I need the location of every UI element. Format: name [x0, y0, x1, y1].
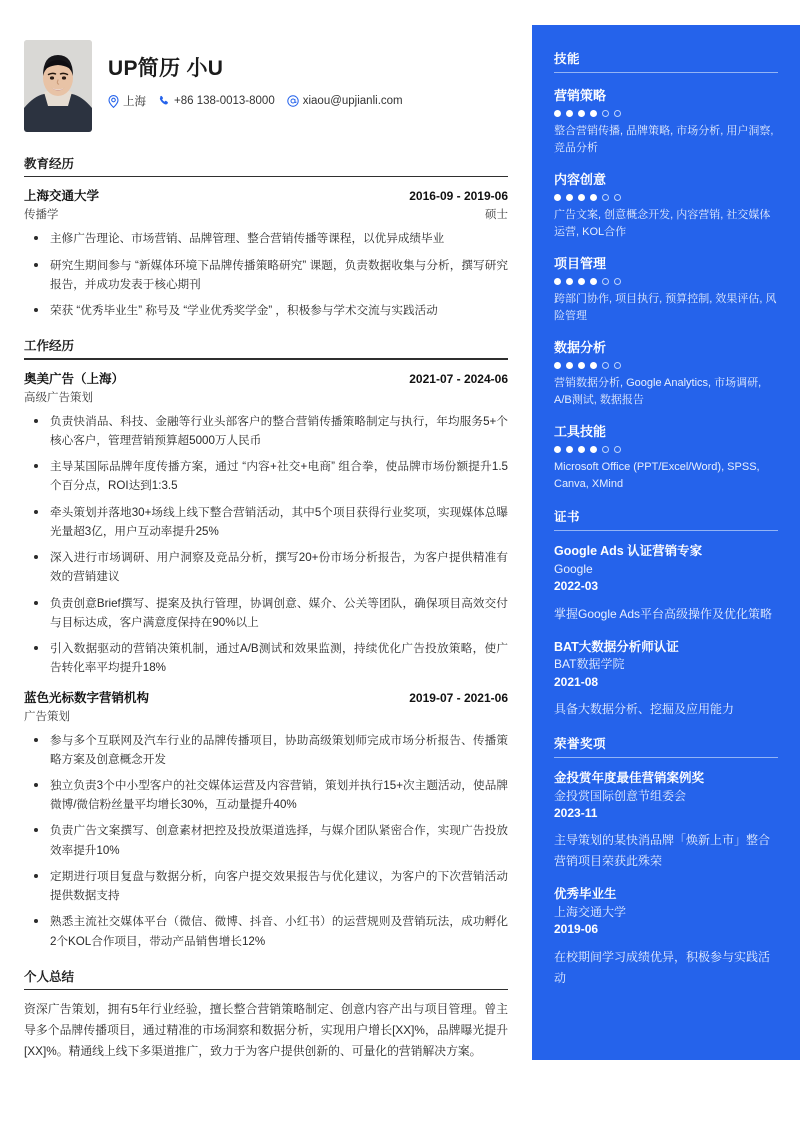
rating-dot-filled [578, 446, 585, 453]
page-title: UP简历 小U [108, 57, 224, 80]
skill-rating [554, 110, 778, 117]
list-item: 引入数据驱动的营销决策机制，通过A/B测试和效果监测，持续优化广告投放策略，使广告转化率平均提升18% [24, 639, 508, 677]
award-date: 2019-06 [554, 922, 599, 937]
certificate-name: BAT大数据分析师认证 [554, 639, 679, 654]
divider [24, 989, 508, 990]
skill-item [554, 85, 778, 157]
education-degree: 硕士 [485, 209, 508, 222]
skill-item [554, 421, 778, 493]
sidebar [532, 25, 800, 1060]
rating-dot-filled [554, 194, 561, 201]
contact-email-text: xiaou@upjianli.com [302, 95, 403, 107]
divider [554, 72, 778, 73]
skill-rating [554, 278, 778, 285]
skill-description: 整合营销传播, 品牌策略, 市场分析, 用户洞察, 竞品分析 [554, 125, 774, 155]
list-item: 主修广告理论、市场营销、品牌管理、整合营销传播等课程，以优异成绩毕业 [24, 229, 508, 248]
rating-dot-filled [566, 446, 573, 453]
section-title-summary: 个人总结 [24, 969, 75, 984]
award-name: 优秀毕业生 [554, 887, 617, 902]
award-item [554, 886, 778, 988]
skill-name: 工具技能 [554, 424, 607, 440]
contact-location [108, 93, 146, 109]
list-item: 负责快消品、科技、金融等行业头部客户的整合营销传播策略制定与执行，年均服务5+个核心客户，管理营销预算超5000万人民币 [24, 412, 508, 450]
divider [554, 757, 778, 758]
award-org: 金投赏国际创意节组委会 [554, 788, 687, 803]
certificate-description: 具备大数据分析、挖掘及应用能力 [554, 702, 735, 717]
rating-dot-empty [602, 110, 609, 117]
at-email-icon [287, 95, 299, 107]
skill-description: 广告文案, 创意概念开发, 内容营销, 社交媒体运营, KOL合作 [554, 209, 771, 239]
rating-dot-filled [566, 194, 573, 201]
rating-dot-filled [554, 110, 561, 117]
skill-rating [554, 446, 778, 453]
contact-phone-text: +86 138-0013-8000 [174, 95, 275, 107]
section-title-work: 工作经历 [24, 339, 75, 354]
certificate-org: Google [554, 561, 593, 576]
award-description: 在校期间学习成绩优异，积极参与实践活动 [554, 949, 771, 985]
location-pin-icon [108, 95, 119, 108]
rating-dot-empty [614, 194, 621, 201]
skill-item [554, 337, 778, 409]
certificate-org: BAT数据学院 [554, 657, 625, 672]
rating-dot-filled [578, 278, 585, 285]
rating-dot-empty [614, 362, 621, 369]
certificate-item [554, 639, 778, 720]
rating-dot-empty [602, 278, 609, 285]
contact-list [108, 93, 403, 109]
rating-dot-empty [614, 110, 621, 117]
list-item: 独立负责3个中小型客户的社交媒体运营及内容营销，策划并执行15+次主题活动，使品牌微博/微信粉丝量平均增长30%，互动量提升40% [24, 776, 508, 814]
header-text [108, 40, 403, 109]
rating-dot-filled [590, 278, 597, 285]
rating-dot-filled [590, 362, 597, 369]
certificate-description: 掌握Google Ads平台高级操作及优化策略 [554, 606, 773, 621]
award-name: 金投赏年度最佳营销案例奖 [554, 771, 705, 786]
contact-phone [158, 95, 275, 107]
job-title: 广告策划 [24, 710, 70, 723]
summary-text: 资深广告策划，拥有5年行业经验，擅长整合营销策略制定、创意内容产出与项目管理。曾主导多个品牌传播项目，通过精准的市场洞察和数据分析，实现用户增长[XX]%，品牌曝光提升[XX]%。精通线上线下多渠道推广，致力于为客户提供创新的、可量化的营销解决方案。 [24, 1002, 508, 1059]
skill-description: 跨部门协作, 项目执行, 预算控制, 效果评估, 风险管理 [554, 293, 777, 323]
award-org: 上海交通大学 [554, 904, 627, 919]
divider [24, 358, 508, 359]
rating-dot-filled [554, 278, 561, 285]
work-entry [24, 688, 508, 951]
job-title: 高级广告策划 [24, 391, 93, 404]
rating-dot-filled [566, 278, 573, 285]
rating-dot-filled [566, 110, 573, 117]
rating-dot-filled [578, 362, 585, 369]
skill-name: 数据分析 [554, 340, 607, 356]
list-item: 牵头策划并落地30+场线上线下整合营销活动，其中5个项目获得行业奖项，实现媒体总曝光量超3亿，用户互动率提升25% [24, 503, 508, 541]
sidebar-title-certificates: 证书 [554, 510, 581, 525]
rating-dot-filled [566, 362, 573, 369]
company-name: 奥美广告（上海） [24, 371, 125, 386]
skill-name: 营销策略 [554, 88, 607, 103]
education-date: 2016-09 - 2019-06 [409, 189, 508, 204]
list-item: 负责创意Brief撰写、提案及执行管理，协调创意、媒介、公关等团队，确保项目高效交付与目标达成，客户满意度保持在90%以上 [24, 594, 508, 632]
rating-dot-empty [614, 278, 621, 285]
rating-dot-empty [602, 362, 609, 369]
list-item: 参与多个互联网及汽车行业的品牌传播项目，协助高级策划师完成市场分析报告、传播策略方案及创意概念开发 [24, 731, 508, 769]
certificate-date: 2021-08 [554, 674, 599, 689]
award-date: 2023-11 [554, 805, 598, 820]
certificate-item [554, 543, 778, 624]
skill-description: 营销数据分析, Google Analytics, 市场调研, A/B测试, 数据报告 [554, 377, 762, 407]
skill-rating [554, 362, 778, 369]
section-summary [24, 967, 508, 1062]
avatar [24, 40, 92, 132]
certificate-date: 2022-03 [554, 579, 599, 594]
education-bullets [24, 229, 508, 320]
list-item: 主导某国际品牌年度传播方案，通过 “内容+社交+电商” 组合拳，使品牌市场份额提升1.5个百分点，ROI达到1:3.5 [24, 457, 508, 495]
work-date: 2019-07 - 2021-06 [409, 690, 508, 705]
rating-dot-empty [614, 446, 621, 453]
company-name: 蓝色光标数字营销机构 [24, 690, 150, 705]
education-major: 传播学 [24, 209, 59, 222]
rating-dot-filled [554, 446, 561, 453]
skill-item [554, 253, 778, 325]
divider [24, 176, 508, 177]
list-item: 研究生期间参与 “新媒体环境下品牌传播策略研究” 课题，负责数据收集与分析，撰写研究报告，并成功发表于核心期刊 [24, 256, 508, 294]
rating-dot-filled [554, 362, 561, 369]
sidebar-section-skills [554, 49, 778, 493]
contact-email [287, 95, 403, 107]
section-work [24, 336, 508, 951]
work-bullets [24, 731, 508, 951]
list-item: 荣获 “优秀毕业生” 称号及 “学业优秀奖学金” ，积极参与学术交流与实践活动 [24, 301, 508, 320]
list-item: 定期进行项目复盘与数据分析，向客户提交效果报告与优化建议，为客户的下次营销活动提供数据支持 [24, 867, 508, 905]
section-title-education: 教育经历 [24, 157, 75, 171]
sidebar-section-awards [554, 734, 778, 989]
work-bullets [24, 412, 508, 678]
resume-header [24, 40, 508, 132]
list-item: 熟悉主流社交媒体平台（微信、微博、抖音、小红书）的运营规则及营销玩法，成功孵化2个KOL合作项目，带动产品销售增长12% [24, 912, 508, 950]
school-name: 上海交通大学 [24, 189, 100, 204]
rating-dot-filled [590, 110, 597, 117]
contact-location-text: 上海 [123, 96, 146, 108]
work-entry [24, 369, 508, 678]
education-entry [24, 186, 508, 320]
skill-description: Microsoft Office (PPT/Excel/Word), SPSS, Canva, XMind [554, 461, 760, 491]
list-item: 深入进行市场调研、用户洞察及竞品分析，撰写20+份市场分析报告，为客户提供精准有效的营销建议 [24, 548, 508, 586]
rating-dot-empty [602, 446, 609, 453]
sidebar-title-skills: 技能 [554, 52, 581, 66]
rating-dot-empty [602, 194, 609, 201]
award-description: 主导策划的某快消品牌「焕新上市」整合营销项目荣获此殊荣 [554, 833, 771, 869]
certificate-name: Google Ads 认证营销专家 [554, 544, 703, 559]
rating-dot-filled [578, 194, 585, 201]
award-item [554, 770, 778, 872]
work-date: 2021-07 - 2024-06 [409, 371, 508, 386]
phone-icon [158, 95, 170, 107]
rating-dot-filled [590, 194, 597, 201]
skill-name: 项目管理 [554, 256, 607, 272]
rating-dot-filled [590, 446, 597, 453]
skill-item [554, 169, 778, 241]
skill-rating [554, 194, 778, 201]
sidebar-section-certificates [554, 507, 778, 720]
divider [554, 530, 778, 531]
section-education [24, 154, 508, 320]
skill-name: 内容创意 [554, 172, 607, 188]
rating-dot-filled [578, 110, 585, 117]
list-item: 负责广告文案撰写、创意素材把控及投放渠道选择，与媒介团队紧密合作，实现广告投放效率提升10% [24, 821, 508, 859]
sidebar-title-awards: 荣誉奖项 [554, 737, 607, 752]
